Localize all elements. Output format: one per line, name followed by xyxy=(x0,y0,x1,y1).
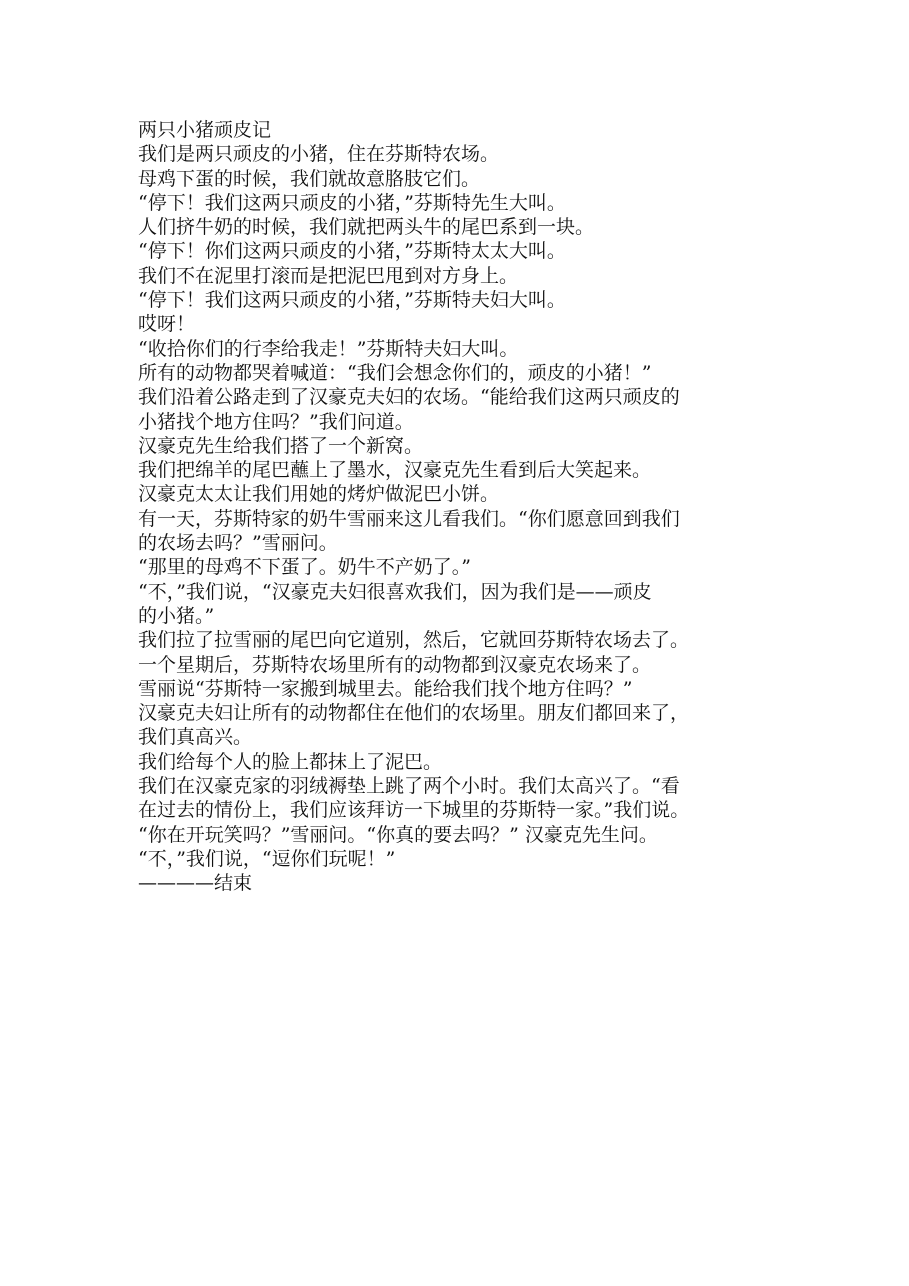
text-line: 我们在汉豪克家的羽绒褥垫上跳了两个小时。我们太高兴了。“看 xyxy=(138,775,680,798)
text-line: 我们真高兴。 xyxy=(138,726,253,749)
text-line: 我们给每个人的脸上都抹上了泥巴。 xyxy=(138,750,443,773)
text-line: 人们挤牛奶的时候，我们就把两头牛的尾巴系到一块。 xyxy=(138,216,595,239)
text-line: “不，”我们说，“汉豪克夫妇很喜欢我们，因为我们是——顽皮 xyxy=(138,580,652,603)
text-line: 雪丽说“芬斯特一家搬到城里去。能给我们找个地方住吗？” xyxy=(138,677,633,700)
text-line: 小猪找个地方住吗？”我们问道。 xyxy=(138,410,414,433)
text-line: 有一天，芬斯特家的奶牛雪丽来这儿看我们。“你们愿意回到我们 xyxy=(138,507,680,530)
text-line: 哎呀！ xyxy=(138,313,196,336)
text-line: 的小猪。” xyxy=(138,604,215,627)
text-line: 我们拉了拉雪丽的尾巴向它道别，然后，它就回芬斯特农场去了。 xyxy=(138,629,690,652)
text-line: “收拾你们的行李给我走！”芬斯特夫妇大叫。 xyxy=(138,337,519,360)
text-line: 我们把绵羊的尾巴蘸上了墨水，汉豪克先生看到后大笑起来。 xyxy=(138,459,652,482)
text-line: 汉豪克先生给我们搭了一个新窝。 xyxy=(138,434,424,457)
text-line: 汉豪克夫妇让所有的动物都住在他们的农场里。朋友们都回来了， xyxy=(138,702,690,725)
text-line: “停下！我们这两只顽皮的小猪，”芬斯特夫妇大叫。 xyxy=(138,289,566,312)
text-line: “停下！你们这两只顽皮的小猪，”芬斯特太太大叫。 xyxy=(138,240,566,263)
text-line: 母鸡下蛋的时候，我们就故意胳肢它们。 xyxy=(138,167,481,190)
text-line: “你在开玩笑吗？”雪丽问。“你真的要去吗？” 汉豪克先生问。 xyxy=(138,823,658,846)
text-line: 我们沿着公路走到了汉豪克夫妇的农场。“能给我们这两只顽皮的 xyxy=(138,386,680,409)
text-line: 所有的动物都哭着喊道：“我们会想念你们的，顽皮的小猪！” xyxy=(138,361,652,384)
text-line: “那里的母鸡不下蛋了。奶牛不产奶了。” xyxy=(138,556,471,579)
text-line: “不，”我们说，“逗你们玩呢！” xyxy=(138,847,396,870)
text-line: 我们是两只顽皮的小猪，住在芬斯特农场。 xyxy=(138,143,500,166)
text-line: 我们不在泥里打滚而是把泥巴甩到对方身上。 xyxy=(138,264,519,287)
text-line: 一个星期后，芬斯特农场里所有的动物都到汉豪克农场来了。 xyxy=(138,653,652,676)
document-title: 两只小猪顽皮记 xyxy=(138,119,272,141)
text-line: 的农场去吗？”雪丽问。 xyxy=(138,532,338,555)
text-line: “停下！我们这两只顽皮的小猪，”芬斯特先生大叫。 xyxy=(138,191,566,214)
document-body xyxy=(138,118,778,896)
text-line: 在过去的情份上，我们应该拜访一下城里的芬斯特一家。”我们说。 xyxy=(138,799,690,822)
document-end-marker: ————结束 xyxy=(138,872,253,895)
text-line: 汉豪克太太让我们用她的烤炉做泥巴小饼。 xyxy=(138,483,500,506)
